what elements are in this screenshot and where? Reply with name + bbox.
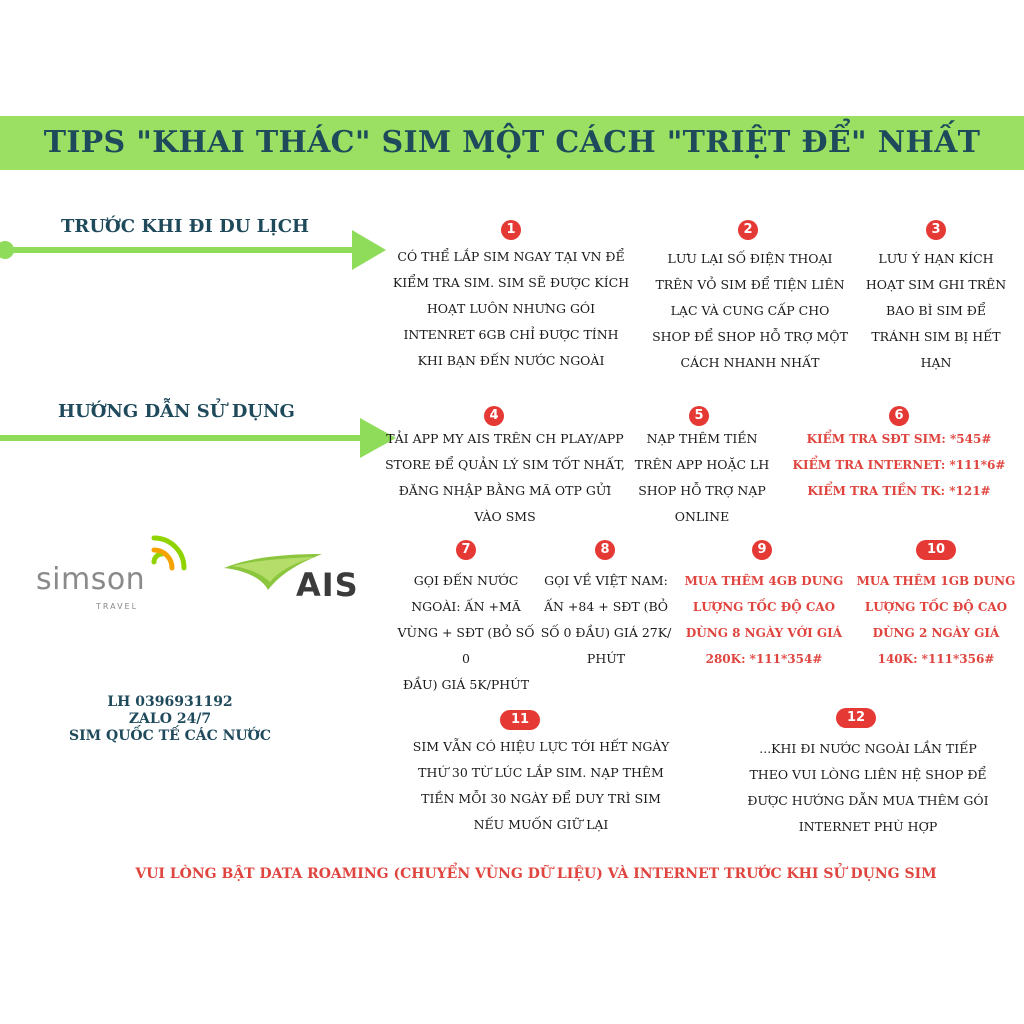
tip-number-badge: 7	[456, 540, 476, 560]
section-label-before-travel: TRƯỚC KHI ĐI DU LỊCH	[61, 216, 310, 237]
tip-number-badge: 12	[836, 708, 876, 728]
tip-number-badge: 3	[926, 220, 946, 240]
tip-number-badge: 10	[916, 540, 956, 560]
tip-text: ...KHI ĐI NƯỚC NGOÀI LẦN TIẾP THEO VUI LÒNG LIÊN HỆ SHOP ĐỂ ĐƯỢC HƯỚNG DẪN MUA THÊM GÓI INTERNET PHÙ HỢP	[747, 741, 989, 834]
roaming-notice: VUI LÒNG BẬT DATA ROAMING (CHUYỂN VÙNG DỮ LIỆU) VÀ INTERNET TRƯỚC KHI SỬ DỤNG SIM	[135, 866, 937, 882]
tip-text: CÓ THỂ LẮP SIM NGAY TẠI VN ĐỂ KIỂM TRA SIM. SIM SẼ ĐƯỢC KÍCH HOẠT LUÔN NHƯNG GÓI INTENRET 6GB CHỈ ĐƯỢC TÍNH KHI BẠN ĐẾN NƯỚC NGOÀI	[392, 249, 630, 368]
simson-logo-text: simson	[36, 562, 146, 597]
tip-text: LƯU Ý HẠN KÍCH HOẠT SIM GHI TRÊN BAO BÌ SIM ĐỂ TRÁNH SIM BỊ HẾT HẠN	[865, 251, 1007, 370]
tip-text: NẠP THÊM TIỀN TRÊN APP HOẶC LH SHOP HỖ TRỢ NẠP ONLINE	[634, 431, 770, 524]
tip-text: TẢI APP MY AIS TRÊN CH PLAY/APP STORE ĐỂ QUẢN LÝ SIM TỐT NHẤT, ĐĂNG NHẬP BẰNG MÃ OTP GỬI VÀO SMS	[385, 431, 625, 524]
contact-info	[40, 694, 300, 745]
page-title: TIPS "KHAI THÁC" SIM MỘT CÁCH "TRIỆT ĐỂ" NHẤT	[43, 125, 981, 160]
simson-logo-subtext: TRAVEL	[96, 602, 139, 611]
tip-text: MUA THÊM 4GB DUNG LƯỢNG TỐC ĐỘ CAO DÙNG 8 NGÀY VỚI GIÁ 280K: *111*354#	[684, 574, 844, 666]
section-label-usage-guide: HƯỚNG DẪN SỬ DỤNG	[58, 401, 295, 422]
tip-number-badge: 1	[501, 220, 521, 240]
tip-number-badge: 5	[689, 406, 709, 426]
tip-text: GỌI VỀ VIỆT NAM: ẤN +84 + SĐT (BỎ SỐ 0 ĐẦU) GIÁ 27K/ PHÚT	[540, 573, 672, 666]
tip-number-badge: 11	[500, 710, 540, 730]
tip-number-badge: 2	[738, 220, 758, 240]
tip-text: SIM VẪN CÓ HIỆU LỰC TỚI HẾT NGÀY THỨ 30 TỪ LÚC LẮP SIM. NẠP THÊM TIỀN MỖI 30 NGÀY ĐỂ DUY TRÌ SIM NẾU MUỐN GIỮ LẠI	[412, 739, 670, 832]
tip-number-badge: 6	[889, 406, 909, 426]
tip-text: KIỂM TRA SĐT SIM: *545# KIỂM TRA INTERNET: *111*6# KIỂM TRA TIỀN TK: *121#	[792, 432, 1006, 498]
ais-logo-text: AIS	[296, 566, 359, 604]
tip-text: LƯU LẠI SỐ ĐIỆN THOẠI TRÊN VỎ SIM ĐỂ TIỆN LIÊN LẠC VÀ CUNG CẤP CHO SHOP ĐỂ SHOP HỖ TRỢ MỘT CÁCH NHANH NHẤT	[652, 251, 848, 370]
tip-number-badge: 9	[752, 540, 772, 560]
title-banner	[0, 116, 1024, 170]
tip-text: GỌI ĐẾN NƯỚC NGOÀI: ẤN +MÃ VÙNG + SĐT (BỎ SỐ 0 ĐẦU) GIÁ 5K/PHÚT	[397, 573, 535, 692]
arrow-icon	[0, 414, 400, 462]
arrow-icon	[0, 226, 390, 274]
contact-phone: LH 0396931192	[107, 694, 233, 710]
tip-number-badge: 4	[484, 406, 504, 426]
tip-text: MUA THÊM 1GB DUNG LƯỢNG TỐC ĐỘ CAO DÙNG 2 NGÀY GIÁ 140K: *111*356#	[856, 574, 1016, 666]
tip-number-badge: 8	[595, 540, 615, 560]
signal-icon	[150, 532, 194, 576]
contact-zalo: ZALO 24/7	[128, 711, 212, 727]
contact-tagline: SIM QUỐC TẾ CÁC NƯỚC	[69, 728, 271, 744]
